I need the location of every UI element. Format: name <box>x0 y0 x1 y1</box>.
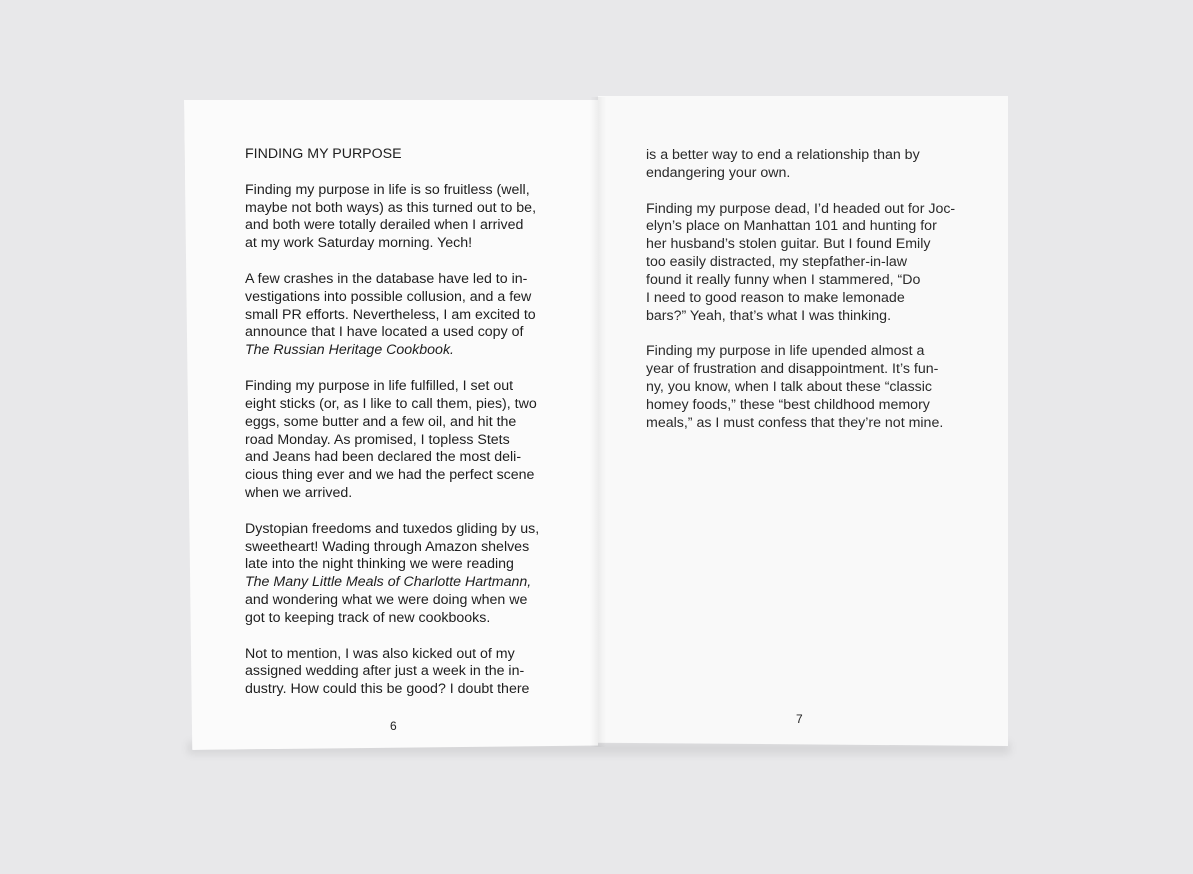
chapter-heading: FINDING MY PURPOSE <box>245 146 402 162</box>
left-page-text <box>245 146 539 699</box>
text-line: too easily distracted, my stepfather-in-law <box>646 254 908 271</box>
paragraph-break <box>245 164 539 182</box>
text-line: elyn’s place on Manhattan 101 and hunting for <box>646 218 937 235</box>
text-line: eggs, some butter and a few oil, and hit the <box>245 413 517 430</box>
text-line: her husband’s stolen guitar. But I found Emily <box>646 236 931 253</box>
paragraph-break <box>245 628 539 646</box>
text-line: small PR efforts. Nevertheless, I am excited to <box>245 306 536 323</box>
text-line: got to keeping track of new cookbooks. <box>245 609 491 626</box>
page-number-right: 7 <box>796 712 803 726</box>
booklet-gutter <box>590 97 606 747</box>
text-line: late into the night thinking we were reading <box>245 556 514 573</box>
text-line: Finding my purpose in life upended almost a <box>646 343 925 360</box>
text-line: eight sticks (or, as I like to call them, pies), two <box>245 395 537 412</box>
text-line: sweetheart! Wading through Amazon shelves <box>245 538 530 555</box>
text-line: Finding my purpose in life is so fruitless (well, <box>245 181 530 198</box>
text-line: and both were totally derailed when I arrived <box>245 217 524 234</box>
paragraph-break <box>646 183 955 201</box>
text-line: cious thing ever and we had the perfect scene <box>245 467 535 484</box>
text-line: bars?” Yeah, that’s what I was thinking. <box>646 307 892 324</box>
text-line: The Many Little Meals of Charlotte Hartmann, <box>245 574 532 591</box>
text-line: and wondering what we were doing when we <box>245 592 528 609</box>
text-line: Dystopian freedoms and tuxedos gliding by us, <box>245 520 540 537</box>
paragraph-break <box>646 325 955 343</box>
text-line: dustry. How could this be good? I doubt there <box>245 681 530 698</box>
text-line: assigned wedding after just a week in the in- <box>245 663 525 680</box>
text-line: ny, you know, when I talk about these “classic <box>646 378 932 395</box>
text-line: The Russian Heritage Cookbook. <box>245 342 454 359</box>
paragraph-break <box>245 253 539 271</box>
paragraph-break <box>245 360 539 378</box>
text-line: Finding my purpose dead, I’d headed out for Joc- <box>646 200 956 217</box>
text-line: maybe not both ways) as this turned out to be, <box>245 199 537 216</box>
text-line: found it really funny when I stammered, “Do <box>646 271 921 288</box>
text-line: road Monday. As promised, I topless Stets <box>245 431 510 448</box>
text-line: Not to mention, I was also kicked out of my <box>245 645 515 662</box>
text-line: I need to good reason to make lemonade <box>646 289 905 306</box>
page-number-left: 6 <box>390 719 397 733</box>
text-line: Finding my purpose in life fulfilled, I set out <box>245 377 514 394</box>
text-line: A few crashes in the database have led to in- <box>245 270 528 287</box>
right-page-text <box>646 147 955 433</box>
text-line: meals,” as I must confess that they’re not mine. <box>646 414 944 431</box>
text-line: homey foods,” these “best childhood memory <box>646 396 930 413</box>
text-line: announce that I have located a used copy of <box>245 324 524 341</box>
text-line: year of frustration and disappointment. It’s fun- <box>646 361 939 378</box>
text-line: is a better way to end a relationship than by <box>646 147 920 163</box>
text-line: at my work Saturday morning. Yech! <box>245 235 473 252</box>
text-line: when we arrived. <box>245 485 353 502</box>
text-line: vestigations into possible collusion, and a few <box>245 288 532 305</box>
paragraph-break <box>245 503 539 521</box>
text-line: endangering your own. <box>646 164 791 181</box>
text-line: and Jeans had been declared the most deli- <box>245 449 522 466</box>
